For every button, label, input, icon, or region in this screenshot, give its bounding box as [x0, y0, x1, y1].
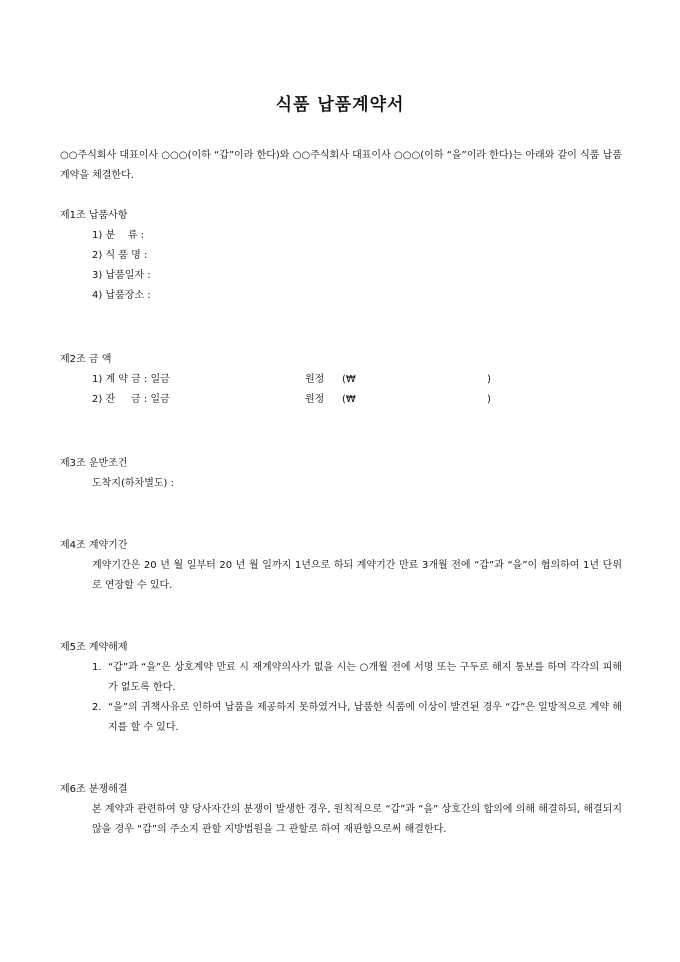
article-3-title: 제3조 운반조건: [60, 458, 128, 469]
article-5-item-2: [92, 698, 622, 738]
amount-row-deposit: [92, 370, 622, 390]
article-6: [60, 780, 622, 840]
article-1-title: 제1조 납품사항: [60, 210, 128, 221]
item-number: 1.: [92, 662, 102, 673]
amount-label: 1) 계 약 금 : 일금: [92, 374, 170, 385]
article-5-title: 제5조 계약해제: [60, 642, 128, 653]
article-2-title: 제2조 금 액: [60, 354, 112, 365]
article-3-destination: 도착지(하차별도) :: [92, 478, 174, 489]
article-6-title: 제6조 분쟁해결: [60, 784, 128, 795]
article-4-text: 계약기간은 20 년 월 일부터 20 년 월 일까지 1년으로 하되 계약기간 만료 3개월 전에 “갑”과 “을”이 협의하여 1년 단위로 연장할 수 있다.: [92, 560, 622, 591]
amount-paren-open: (₩: [342, 394, 356, 405]
article-1: [60, 206, 622, 306]
article-5-item-1: [92, 658, 622, 698]
article-6-text: 본 계약과 관련하여 양 당사자간의 분쟁이 발생한 경우, 원칙적으로 “갑”과 “을” 상호간의 합의에 의해 해결하되, 해결되지 않을 경우 “갑”의 주소지 관할 지방법원을 그 관할로 하여 재판함으로써 해결한다.: [92, 804, 622, 835]
article-2: [60, 350, 622, 410]
amount-paren-close: ): [487, 374, 491, 385]
article-5: [60, 638, 622, 738]
amount-paren-close: ): [487, 394, 491, 405]
article-3: [60, 454, 622, 494]
amount-won: 원정: [305, 374, 325, 385]
item-text: “을”의 귀책사유로 인하여 납품을 제공하지 못하였거나, 납품한 식품에 이상이 발견된 경우 “갑”은 일방적으로 계약 해지를 할 수 있다.: [108, 702, 622, 733]
article-1-item-delivery-date: 3) 납품일자 :: [92, 270, 151, 281]
article-1-item-category: 1) 분 류 :: [92, 230, 145, 241]
article-1-item-delivery-place: 4) 납품장소 :: [92, 290, 151, 301]
amount-won: 원정: [305, 394, 325, 405]
document-title: 식품 납품계약서: [275, 95, 405, 115]
article-1-item-product-name: 2) 식 품 명 :: [92, 250, 148, 261]
intro-text: ○○주식회사 대표이사 ○○○(이하 “갑”이라 한다)와 ○○주식회사 대표이사 ○○○(이하 “을”이라 한다)는 아래와 같이 식품 납품 계약을 체결한다.: [60, 150, 622, 181]
intro-paragraph: [60, 146, 622, 186]
item-text: “갑”과 “을”은 상호계약 만료 시 재계약의사가 없을 시는 ○개월 전에 서명 또는 구두로 해지 통보를 하며 각각의 피해가 없도록 한다.: [108, 662, 622, 693]
item-number: 2.: [92, 702, 102, 713]
amount-row-balance: [92, 390, 622, 410]
article-4: [60, 536, 622, 596]
amount-label: 2) 잔 금 : 일금: [92, 394, 170, 405]
amount-paren-open: (₩: [342, 374, 356, 385]
article-4-title: 제4조 계약기간: [60, 540, 128, 551]
